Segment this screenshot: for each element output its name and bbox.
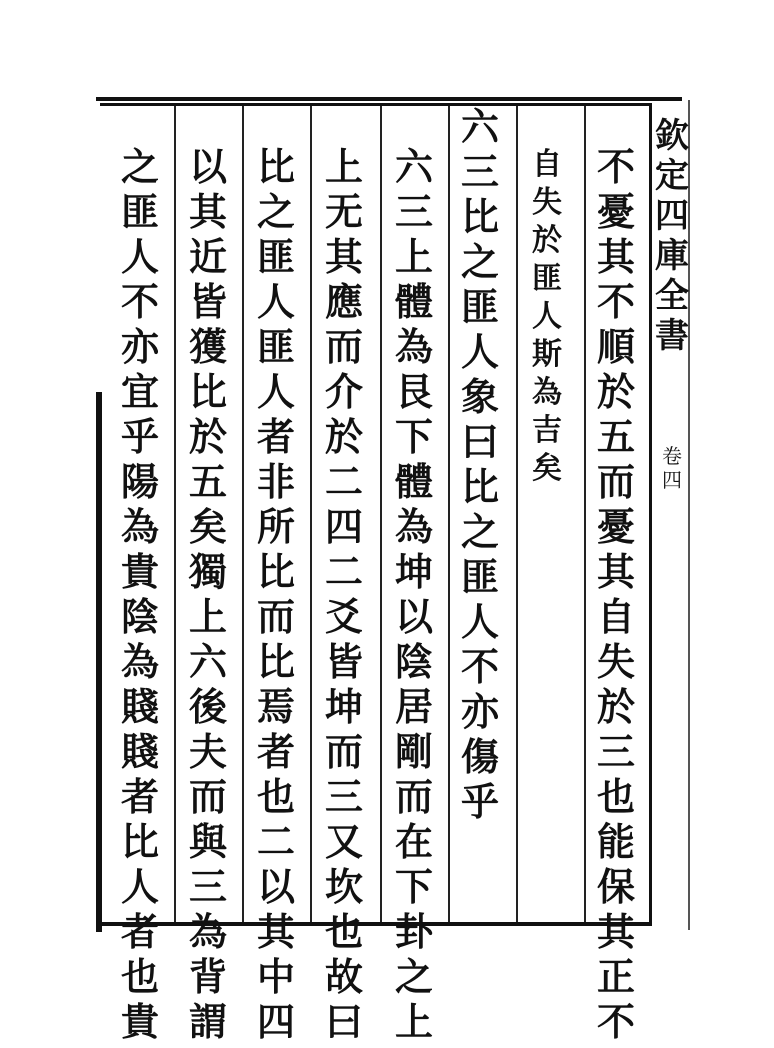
character: 為 (394, 324, 433, 369)
character: 比 (460, 194, 499, 239)
character: 獨 (188, 549, 227, 594)
character: 者 (256, 414, 295, 459)
character: 保 (596, 864, 635, 909)
character: 坎 (324, 864, 363, 909)
character: 不 (460, 644, 499, 689)
character: 又 (324, 819, 363, 864)
character: 坤 (394, 549, 433, 594)
character: 比 (460, 464, 499, 509)
character: 矣 (532, 451, 562, 486)
text-column-4 (392, 144, 436, 1048)
character: 不 (596, 144, 635, 189)
character: 斯 (532, 337, 562, 372)
character: 匪 (532, 261, 562, 296)
character: 六 (460, 104, 499, 149)
character: 正 (596, 954, 635, 999)
character: 其 (596, 234, 635, 279)
character: 憂 (596, 504, 635, 549)
character: 之 (120, 144, 159, 189)
character: 者 (120, 909, 159, 954)
character: 陰 (120, 594, 159, 639)
character: 獲 (188, 324, 227, 369)
character: 其 (596, 549, 635, 594)
text-frame (100, 103, 652, 925)
character: 在 (394, 819, 433, 864)
character: 二 (324, 459, 363, 504)
character: 人 (460, 599, 499, 644)
character: 與 (188, 819, 227, 864)
character: 於 (596, 684, 635, 729)
character: 介 (324, 369, 363, 414)
character: 无 (324, 189, 363, 234)
character: 二 (324, 549, 363, 594)
character: 於 (188, 414, 227, 459)
character: 乎 (120, 414, 159, 459)
text-column-2 (528, 147, 566, 492)
character: 不 (120, 279, 159, 324)
character: 四 (655, 196, 689, 236)
character: 者 (120, 774, 159, 819)
character: 矣 (188, 504, 227, 549)
character: 人 (256, 279, 295, 324)
character: 曰 (460, 419, 499, 464)
character: 六 (188, 639, 227, 684)
character: 比 (188, 369, 227, 414)
character: 而 (324, 324, 363, 369)
character: 憂 (596, 189, 635, 234)
character: 匪 (460, 284, 499, 329)
character: 欽 (655, 116, 689, 156)
character: 貴 (120, 999, 159, 1044)
character: 焉 (256, 684, 295, 729)
character: 陽 (120, 459, 159, 504)
character: 定 (655, 156, 689, 196)
character: 皆 (324, 639, 363, 684)
character: 非 (256, 459, 295, 504)
character: 故 (324, 954, 363, 999)
character: 中 (256, 954, 295, 999)
character: 比 (256, 549, 295, 594)
character: 以 (394, 594, 433, 639)
character: 而 (188, 774, 227, 819)
character: 比 (256, 144, 295, 189)
character: 也 (596, 774, 635, 819)
character: 近 (188, 234, 227, 279)
character: 為 (394, 504, 433, 549)
character: 下 (394, 864, 433, 909)
character: 之 (460, 509, 499, 554)
text-column-8 (118, 144, 162, 1048)
character: 四 (324, 504, 363, 549)
character: 不 (596, 279, 635, 324)
character: 上 (188, 594, 227, 639)
character: 比 (120, 819, 159, 864)
character: 乎 (460, 779, 499, 824)
character: 人 (532, 299, 562, 334)
column-divider (242, 106, 244, 922)
character: 為 (188, 909, 227, 954)
text-column-3 (458, 104, 502, 828)
character: 匪 (120, 189, 159, 234)
character: 也 (256, 774, 295, 819)
character: 賤 (120, 729, 159, 774)
character: 順 (596, 324, 635, 369)
character: 全 (655, 276, 689, 316)
character: 亦 (120, 324, 159, 369)
character: 爻 (324, 594, 363, 639)
character: 艮 (394, 369, 433, 414)
character: 背 (188, 954, 227, 999)
character: 人 (460, 329, 499, 374)
character: 皆 (188, 279, 227, 324)
character: 為 (120, 504, 159, 549)
character: 卦 (394, 909, 433, 954)
character: 其 (596, 909, 635, 954)
character: 體 (394, 279, 433, 324)
character: 於 (596, 369, 635, 414)
character: 為 (532, 375, 562, 410)
character: 人 (256, 369, 295, 414)
top-border-rule (96, 97, 682, 101)
character: 坤 (324, 684, 363, 729)
character: 匪 (256, 234, 295, 279)
character: 三 (324, 774, 363, 819)
character: 上 (324, 144, 363, 189)
character: 之 (256, 189, 295, 234)
character: 象 (460, 374, 499, 419)
character: 也 (120, 954, 159, 999)
character: 上 (394, 234, 433, 279)
character: 賤 (120, 684, 159, 729)
bottom-border-rule (96, 922, 652, 926)
character: 陰 (394, 639, 433, 684)
character: 五 (596, 414, 635, 459)
character: 卷 (662, 444, 682, 468)
character: 其 (324, 234, 363, 279)
character: 其 (188, 189, 227, 234)
character: 而 (256, 594, 295, 639)
character: 於 (532, 223, 562, 258)
character: 傷 (460, 734, 499, 779)
volume-label-margin (652, 440, 692, 492)
character: 六 (394, 144, 433, 189)
character: 於 (324, 414, 363, 459)
column-divider (310, 106, 312, 922)
character: 而 (394, 774, 433, 819)
character: 夫 (188, 729, 227, 774)
character: 三 (596, 729, 635, 774)
character: 剛 (394, 729, 433, 774)
character: 五 (188, 459, 227, 504)
character: 之 (394, 954, 433, 999)
left-border-bar (96, 392, 102, 932)
character: 失 (596, 639, 635, 684)
character: 自 (532, 147, 562, 182)
character: 者 (256, 729, 295, 774)
text-column-1 (594, 144, 638, 1048)
character: 上 (394, 999, 433, 1044)
character: 失 (532, 185, 562, 220)
character: 貴 (120, 549, 159, 594)
character: 二 (256, 819, 295, 864)
column-divider (516, 106, 518, 922)
character: 體 (394, 459, 433, 504)
character: 庫 (655, 236, 689, 276)
character: 自 (596, 594, 635, 639)
character: 後 (188, 684, 227, 729)
character: 三 (188, 864, 227, 909)
character: 人 (120, 234, 159, 279)
character: 匪 (256, 324, 295, 369)
character: 宜 (120, 369, 159, 414)
character: 謂 (188, 999, 227, 1044)
character: 能 (596, 819, 635, 864)
character: 所 (256, 504, 295, 549)
character: 比 (256, 639, 295, 684)
character: 四 (662, 468, 682, 492)
character: 吉 (532, 413, 562, 448)
character: 下 (394, 414, 433, 459)
character: 也 (324, 909, 363, 954)
character: 三 (394, 189, 433, 234)
character: 不 (596, 999, 635, 1044)
column-divider (448, 106, 450, 922)
character: 書 (655, 316, 689, 356)
character: 匪 (460, 554, 499, 599)
column-divider (380, 106, 382, 922)
character: 之 (460, 239, 499, 284)
character: 三 (460, 149, 499, 194)
text-column-5 (322, 144, 366, 1048)
character: 人 (120, 864, 159, 909)
character: 其 (256, 909, 295, 954)
character: 以 (188, 144, 227, 189)
character: 曰 (324, 999, 363, 1044)
character: 居 (394, 684, 433, 729)
character: 應 (324, 279, 363, 324)
text-column-7 (186, 144, 230, 1048)
character: 亦 (460, 689, 499, 734)
character: 而 (324, 729, 363, 774)
column-divider (174, 106, 176, 922)
character: 以 (256, 864, 295, 909)
character: 四 (256, 999, 295, 1044)
character: 為 (120, 639, 159, 684)
book-title-margin (652, 108, 692, 356)
column-divider (584, 106, 586, 922)
text-column-6 (254, 144, 298, 1048)
character: 而 (596, 459, 635, 504)
